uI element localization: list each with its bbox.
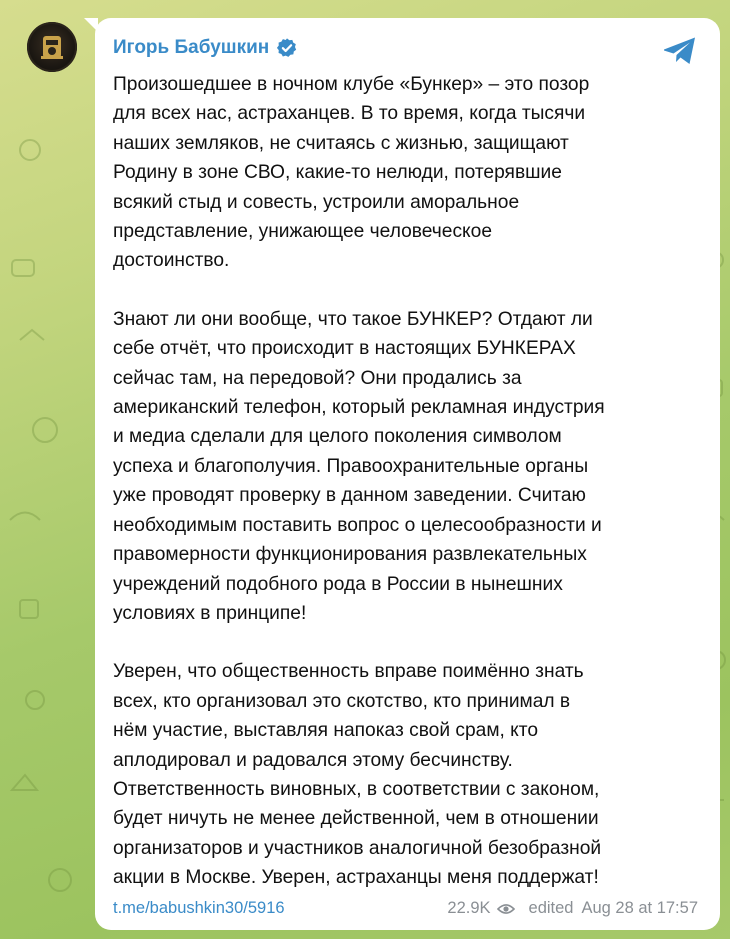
- telegram-icon[interactable]: [662, 36, 698, 66]
- eye-icon: [497, 903, 515, 915]
- view-count: 22.9K: [447, 899, 491, 917]
- post-paragraph-1: Произошедшее в ночном клубе «Бункер» – это позор для всех нас, астраханцев. В то время, когда тысячи наших земляков, не считаясь с жизнью, защищают Родину в зоне СВО, какие-то нелюди, потерявшие всякий стыд и совесть, устроили аморальное представление, унижающее человеческое достоинство.: [113, 74, 590, 272]
- post-paragraph-2: Знают ли они вообще, что такое БУНКЕР? Отдают ли себе отчёт, что происходит в настоящих БУНКЕРАХ сейчас там, на передовой? Они продались за американский телефон, который рекламная индустрия и медиа сделали для целого поколения символом успеха и благополучия. Правоохранительные органы уже проводят проверку в данном заведении. Считаю необходимым поставить вопрос о целесообразности и правомерности функционирования развлекательных учреждений подобного рода в России в нынешних условиях в принципе!: [113, 308, 605, 624]
- post-link[interactable]: t.me/babushkin30/5916: [113, 899, 285, 917]
- channel-avatar[interactable]: [27, 22, 77, 72]
- avatar-emblem-icon: [34, 29, 70, 65]
- message-meta: [447, 899, 698, 918]
- verified-badge-icon: [276, 37, 298, 59]
- author-name[interactable]: Игорь Бабушкин: [113, 37, 270, 58]
- post-paragraph-3: Уверен, что общественность вправе поимённо знать всех, кто организовал это скотство, кто принимал в нём участие, выставляя напоказ свой срам, кто аплодировал и радовался этому бесчинству. Ответственность виновных, в соответствии с законом, будет ничуть не менее действенной, чем в отношении организаторов и участников аналогичной безобразной акции в Москве. Уверен, астраханцы меня поддержат!: [113, 661, 602, 889]
- message-footer: [113, 899, 698, 918]
- message-timestamp: Aug 28 at 17:57: [581, 899, 698, 917]
- message-bubble: [95, 18, 720, 930]
- edited-label: edited: [528, 899, 574, 917]
- author-row: [113, 34, 696, 62]
